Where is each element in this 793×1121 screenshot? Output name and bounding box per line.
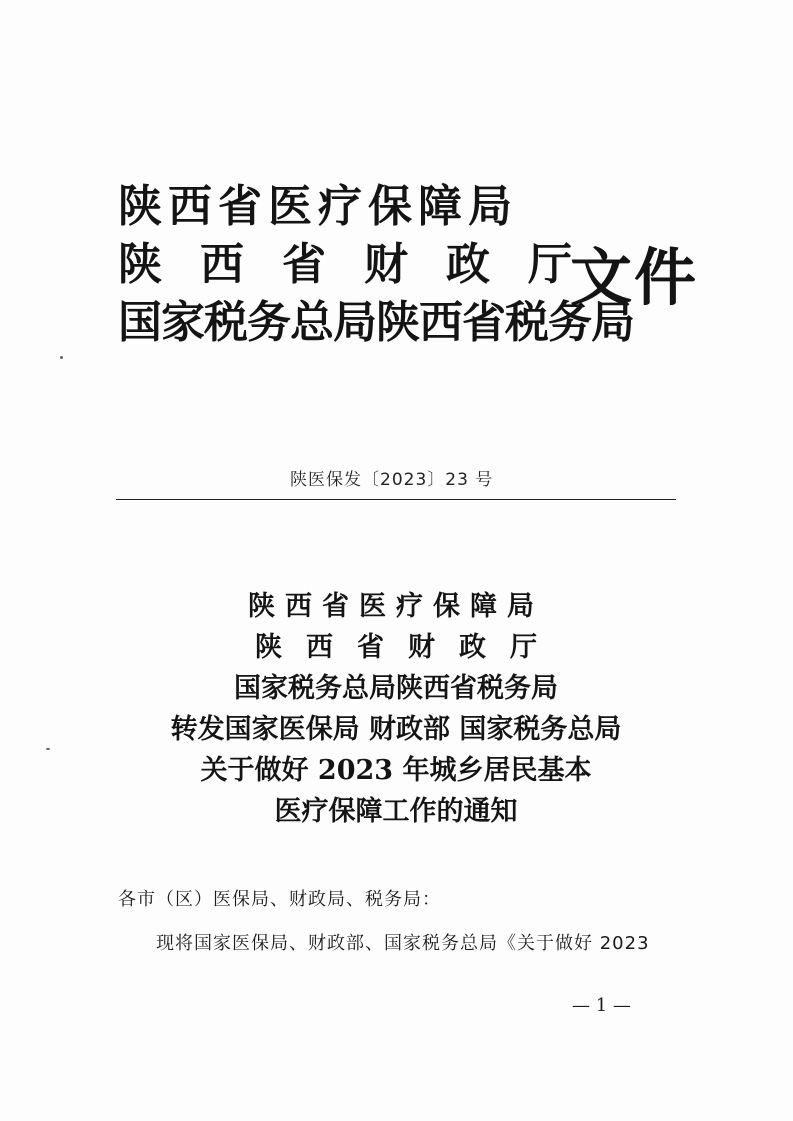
issuer-medical-security-bureau: 陕西省医疗保障局: [118, 181, 518, 232]
document-suffix: 文件: [570, 241, 699, 314]
scan-speck: [60, 356, 63, 359]
title-line: 关于做好 2023 年城乡居民基本: [200, 755, 592, 786]
scan-speck: [46, 748, 50, 750]
page-number: — 1 —: [572, 995, 631, 1016]
issuer-finance-department: 陕西省财政厅: [118, 239, 610, 290]
salutation: 各市（区）医保局、财政局、税务局：: [118, 889, 441, 910]
title-line: 转发国家医保局 财政部 国家税务总局: [170, 714, 622, 745]
document-number: 陕医保发〔2023〕23 号: [290, 470, 494, 490]
title-line: 陕西省医疗保障局: [248, 591, 544, 622]
body-paragraph: 现将国家医保局、财政部、国家税务总局《关于做好 2023: [156, 933, 650, 954]
title-line: 国家税务总局陕西省税务局: [234, 673, 558, 704]
header-divider: [116, 499, 676, 500]
issuer-tax-bureau: 国家税务总局陕西省税务局: [118, 297, 634, 348]
issuing-authorities: [118, 178, 634, 352]
document-title: [96, 586, 696, 832]
title-line: 医疗保障工作的通知: [274, 796, 518, 827]
title-line: 陕西省财政厅: [255, 632, 561, 663]
